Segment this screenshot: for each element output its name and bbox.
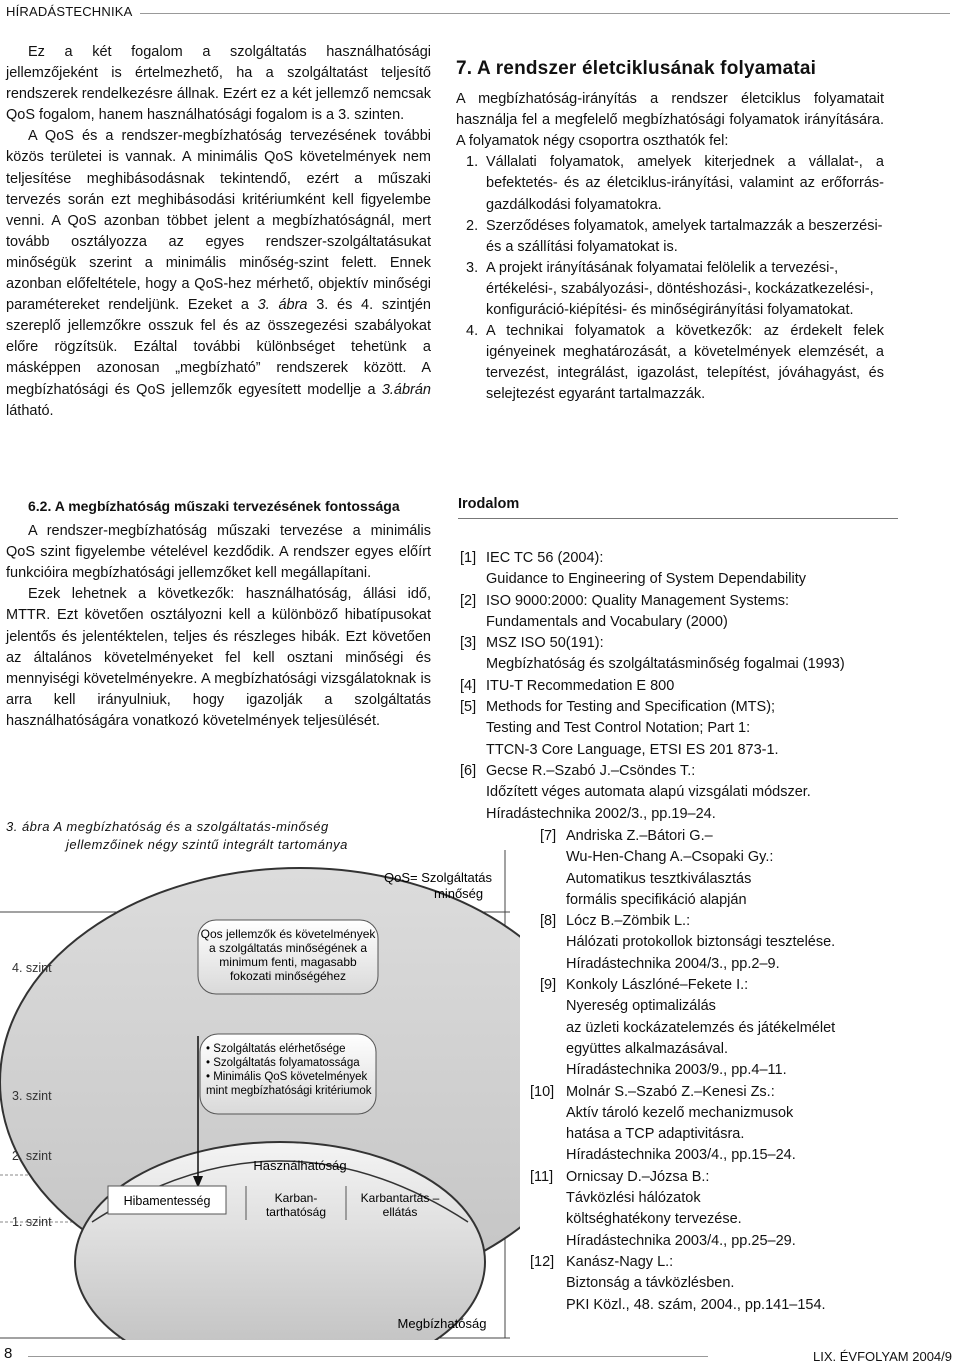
ref-number: [4] [460, 677, 477, 694]
ref-number: [11] [530, 1168, 554, 1185]
running-header [0, 0, 960, 24]
paragraph-4: Ezek lehetnek a következők: használhatóság, állási idő, MTTR. Ezt követően osztályozni kell a különböző hibatípusokat jelentős és jelentéktelen, teljes és részleges hibák. Ezt követően az általános követelményeket fel kell osztani minőségi és mennyiségi követelményekre. A megbízhatósági vizsgálatoknak is arra kell irányulniuk, hogy igazolják a szolgáltatás használhatóságára vonatkozó követelmények teljesülését. [6, 586, 431, 729]
list-item-text: A projekt irányításának folyamatai felölelik a tervezési-, értékelési-, szabályozási-, döntéshozási-, kockázatkezelési-, konfiguráció-kiépítési- és minőségirányítási folyamatokat. [486, 259, 874, 319]
ref-line: Guidance to Engineering of System Dependability [486, 571, 806, 588]
ref-line: Wu-Hen-Chang A.–Csopaki Gy.: [566, 849, 774, 866]
ref-line: formális specifikáció alapján [566, 891, 747, 908]
ref-number: [6] [460, 762, 477, 779]
ref-number: [10] [530, 1083, 555, 1100]
page-number: 8 [4, 1345, 13, 1362]
ref-line: Biztonság a távközlésben. [566, 1275, 735, 1292]
paragraph-2-end: látható. [6, 402, 54, 419]
paragraph-2-text: A QoS és a rendszer-megbízhatóság tervezésének további közös területei is vannak. A minimális QoS követelmények nem teljesítése meghibásodásnak tekintendő, ezért a műszaki tervezés során ezt meghibásodási kritériumként kell figyelembe venni. A QoS azonban többet jelent a megbízhatóságnál, mert tovább osztályozza az egyes rendszer-szolgáltatásukat minőségük szerint a minimális minőség-szint felett. Ennek azonban előfeltétele, hogy a QoS-hez mérhető, objektív minőségi paramétereket rendeljünk. Ezeket a [6, 128, 431, 314]
ref-number: [2] [460, 592, 477, 609]
footer-rule [28, 1356, 708, 1357]
level4-line2: a szolgáltatás minőségének a [208, 941, 368, 955]
level3-line2: • Szolgáltatás folyamatossága [206, 1057, 360, 1069]
references-list-lower [530, 826, 930, 1316]
ref-line: Methods for Testing and Specification (MTS); [486, 699, 776, 716]
level4-line1: Qos jellemzők és követelmények [200, 927, 376, 941]
ref-line: ITU-T Recommedation E 800 [486, 677, 675, 694]
figure-ref-2: 3.ábrán [381, 381, 431, 398]
list-item-text: Vállalati folyamatok, amelyek kiterjednek a vállalat-, a befektetés- és az életciklus-irányítási, valamint az erőforrás-gazdálkodási folyamatokra. [486, 154, 884, 213]
maintenance-support-line2: ellátás [382, 1205, 418, 1219]
list-item-number: 4. [466, 323, 479, 340]
ref-number: [1] [460, 550, 477, 566]
ref-line: Aktív tároló kezelő mechanizmusok [566, 1104, 794, 1121]
ref-line: Hálózati protokollok biztonsági tesztelése. [566, 934, 836, 951]
ref-line: Híradástechnika 2003/9., pp.4–11. [566, 1062, 787, 1079]
reference-12 [530, 1252, 930, 1316]
paragraph-3: A rendszer-megbízhatóság műszaki tervezése a minimális QoS szint figyelembe vételével kezdődik. A rendszer egyes előírt funkcióira megbízhatósági jellemzőket kell megállapítani. [6, 523, 431, 582]
list-item [456, 152, 884, 215]
paragraph-2-mid: 3. és 4. szintjén szereplő jellemzőkre osszuk fel és az összegezési szabályokat előre rögzítsük. Ezáltal további különbséget tehetünk a másképpen azonosan „megbízható” rendszerek között. A megbízhatósági és QoS jellemzők egyesített modellje a [6, 297, 432, 398]
ref-line: Kanász-Nagy L.: [566, 1253, 674, 1270]
figure-caption-line1: 3. ábra A megbízhatóság és a szolgáltatás-minőség [6, 819, 329, 834]
ref-line: TTCN-3 Core Language, ETSI ES 201 873-1. [486, 741, 779, 758]
reference-1 [460, 548, 900, 591]
list-item-number: 2. [466, 217, 479, 234]
references-rule [458, 518, 898, 519]
level4-line3: minimum fenti, magasabb [219, 955, 357, 969]
ref-line: IEC TC 56 (2004): [486, 550, 604, 566]
level4-line4: fokozati minőségéhez [229, 969, 347, 983]
ref-number: [9] [540, 977, 557, 994]
references-list-upper [460, 548, 900, 825]
ref-line: Megbízhatóság és szolgáltatásminőség fogalmai (1993) [486, 656, 845, 673]
ref-number: [7] [540, 828, 557, 844]
figure-caption [6, 818, 348, 854]
dependability-label: Megbízhatóság [397, 1316, 487, 1331]
usability-label: Használhatóság [253, 1158, 347, 1173]
ref-number: [3] [460, 635, 477, 652]
level2-label: 2. szint [12, 1149, 52, 1163]
list-item-text: A technikai folyamatok a következők: az érdekelt felek igényeinek meghatározását, a követelmények elemzését, a tervezést, integrálást, igazolást, telepítést, jóváhagyást, és selejtezést egyaránt tartalmazzák. [486, 323, 884, 403]
ref-line: együttes alkalmazásával. [566, 1040, 728, 1057]
maintainability-line2: tarthatóság [265, 1205, 327, 1219]
ref-line: MSZ ISO 50(191): [486, 635, 604, 652]
ref-number: [5] [460, 699, 477, 716]
left-column [6, 42, 431, 422]
right-column [456, 58, 884, 406]
reference-11 [530, 1167, 930, 1252]
qos-label-line2: minőség [434, 886, 484, 901]
header-rule [140, 13, 950, 14]
ref-line: Nyereség optimalizálás [566, 998, 716, 1015]
ref-line: Konkoly Lászlóné–Fekete I.: [566, 977, 749, 994]
ref-line: Távközlési hálózatok [566, 1190, 701, 1207]
reference-6 [460, 761, 900, 825]
ref-line: Automatikus tesztkiválasztás [566, 870, 752, 887]
ref-number: [8] [540, 913, 557, 930]
level3-label: 3. szint [12, 1089, 52, 1103]
left-column-lower [6, 496, 431, 732]
reference-8 [530, 911, 930, 975]
ref-line: költséghatékony tervezése. [566, 1211, 742, 1228]
ref-line: Gecse R.–Szabó J.–Csöndes T.: [486, 762, 696, 779]
figure-diagram [0, 850, 520, 1340]
ref-line: Híradástechnika 2003/4., pp.15–24. [566, 1147, 796, 1164]
list-item-number: 3. [466, 259, 479, 276]
ref-line: az üzleti kockázatelemzés és játékelmélet [566, 1019, 836, 1036]
ref-line: Fundamentals and Vocabulary (2000) [486, 613, 728, 630]
paragraph-2 [6, 126, 431, 421]
list-item-number: 1. [466, 154, 479, 171]
reference-9 [530, 975, 930, 1081]
level3-line1: • Szolgáltatás elérhetősége [206, 1043, 346, 1055]
list-item [456, 216, 884, 258]
reference-4 [460, 676, 900, 697]
qos-label-line1: QoS= Szolgáltatás [384, 870, 493, 885]
reference-5 [460, 697, 900, 761]
section-intro: A megbízhatóság-irányítás a rendszer életciklus folyamatait használja fel a megfelelő megbízhatósági folyamatok irányítására. A folyamatok négy csoportra oszthatók fel: [456, 91, 884, 150]
ref-line: Andriska Z.–Bátori G.– [566, 828, 713, 844]
ref-line: Molnár S.–Szabó Z.–Kenesi Zs.: [566, 1083, 775, 1100]
ref-line: hatása a TCP adaptivitásra. [566, 1126, 745, 1143]
ref-line: Híradástechnika 2004/3., pp.2–9. [566, 955, 780, 972]
ref-line: Testing and Test Control Notation; Part 1: [486, 720, 751, 737]
maintenance-support-line1: Karbantartás – [360, 1191, 440, 1205]
ref-number: [12] [530, 1253, 555, 1270]
figure-ref-1: 3. ábra [257, 297, 308, 314]
ref-line: ISO 9000:2000: Quality Management Systems: [486, 592, 790, 609]
reference-3 [460, 633, 900, 676]
subsection-heading: 6.2. A megbízhatóság műszaki tervezésének fontossága [28, 498, 400, 514]
level3-line3: • Minimális QoS követelmények [206, 1071, 368, 1083]
ref-line: Híradástechnika 2003/4., pp.25–29. [566, 1232, 796, 1249]
ref-line: Időzített véges automata alapú vizsgálati módszer. [486, 784, 811, 801]
list-item-text: Szerződéses folyamatok, amelyek tartalmazzák a beszerzési- és a szállítási folyamatokat is. [486, 217, 883, 255]
reference-7 [530, 826, 930, 911]
journal-section-label: HÍRADÁSTECHNIKA [6, 4, 133, 19]
ref-line: Lócz B.–Zömbik L.: [566, 913, 691, 930]
paragraph-1: Ez a két fogalom a szolgáltatás használhatósági jellemzőjeként is értelmezhető, ha a szolgáltatást teljesítő rendszerek rendelkezésre állnak. Ezért ez a két jellemző nemcsak QoS fogalom, hanem használhatósági fogalom is a 3. szinten. [6, 44, 431, 124]
references-heading-box [458, 496, 898, 519]
list-item [456, 258, 884, 321]
figure-caption-line2: jellemzőinek négy szintű integrált tartománya [66, 837, 348, 852]
level4-label: 4. szint [12, 961, 52, 975]
ref-line: Híradástechnika 2002/3., pp.19–24. [486, 805, 716, 822]
maintainability-line1: Karban- [274, 1191, 318, 1205]
references-heading: Irodalom [458, 496, 520, 512]
ref-line: PKI Közl., 48. szám, 2004., pp.141–154. [566, 1296, 826, 1313]
reference-2 [460, 591, 900, 634]
section-heading: 7. A rendszer életciklusának folyamatai [456, 58, 817, 79]
volume-label: LIX. ÉVFOLYAM 2004/9 [813, 1349, 952, 1364]
faulty-label: Hibamentesség [123, 1194, 211, 1208]
level1-label: 1. szint [12, 1215, 52, 1229]
ref-line: Ornicsay D.–Józsa B.: [566, 1168, 710, 1185]
reference-10 [530, 1082, 930, 1167]
level3-line4: mint megbízhatósági kritériumok [206, 1085, 372, 1097]
process-list [456, 152, 884, 405]
list-item [456, 321, 884, 405]
